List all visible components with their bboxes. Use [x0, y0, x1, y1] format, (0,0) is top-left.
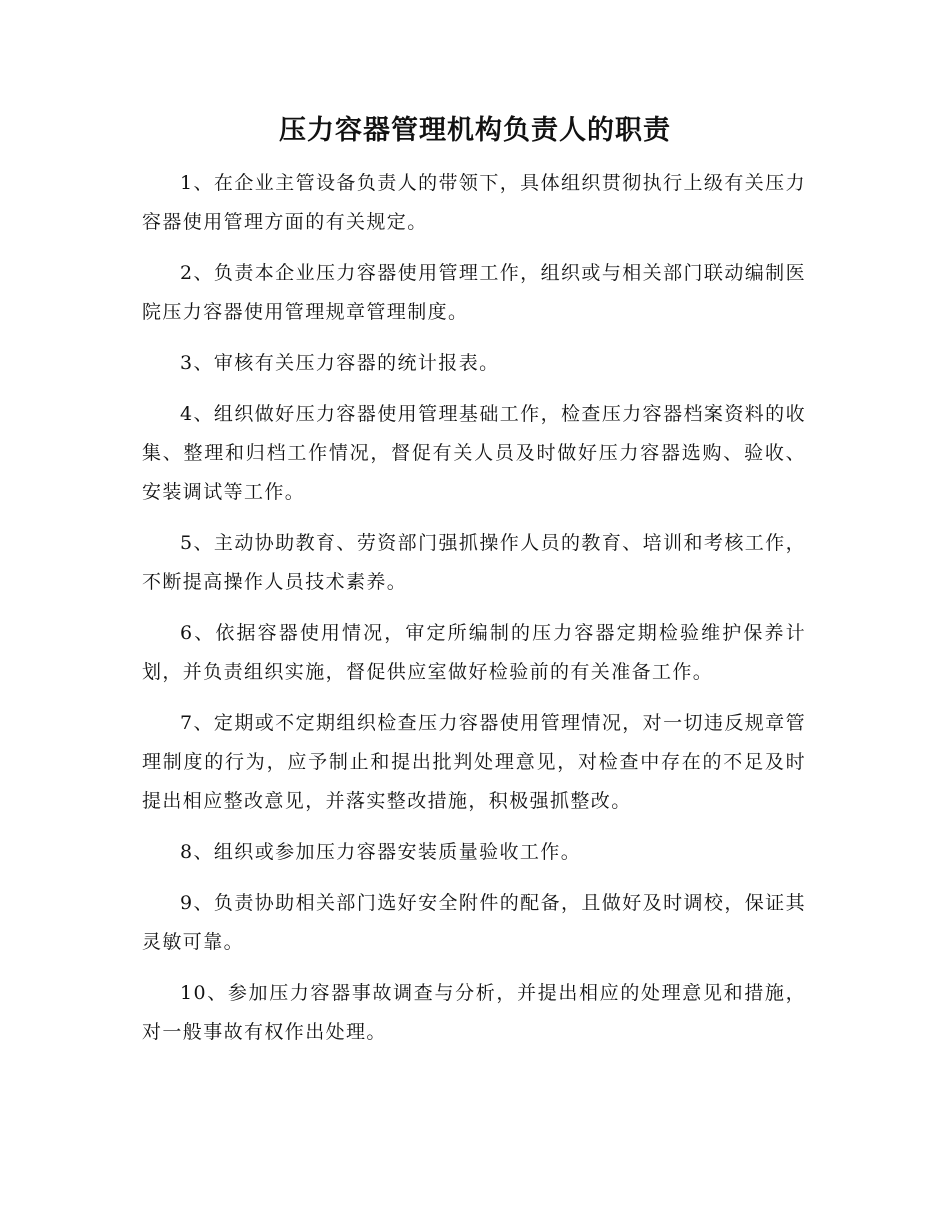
- duty-item-8: 8、组织或参加压力容器安装质量验收工作。: [180, 841, 582, 863]
- duty-item-2: 2、负责本企业压力容器使用管理工作，组织或与相关部门联动编制医院压力容器使用管理规章管理制度。: [142, 262, 806, 323]
- duty-item-4: 4、组织做好压力容器使用管理基础工作，检查压力容器档案资料的收集、整理和归档工作情况，督促有关人员及时做好压力容器选购、验收、安装调试等工作。: [142, 403, 806, 503]
- duty-item-6: 6、依据容器使用情况，审定所编制的压力容器定期检验维护保养计划，并负责组织实施，督促供应室做好检验前的有关准备工作。: [142, 622, 806, 683]
- duty-item-3: 3、审核有关压力容器的统计报表。: [180, 352, 500, 374]
- duty-item-5: 5、主动协助教育、劳资部门强抓操作人员的教育、培训和考核工作，不断提高操作人员技术素养。: [142, 532, 806, 593]
- document-body: [142, 164, 806, 1064]
- document-title: 压力容器管理机构负责人的职责: [279, 115, 671, 146]
- duty-item-9: 9、负责协助相关部门选好安全附件的配备，且做好及时调校，保证其灵敏可靠。: [142, 892, 806, 953]
- duty-item-10: 10、参加压力容器事故调查与分析，并提出相应的处理意见和措施，对一般事故有权作出处理。: [142, 982, 806, 1043]
- duty-item-1: 1、在企业主管设备负责人的带领下，具体组织贯彻执行上级有关压力容器使用管理方面的有关规定。: [142, 172, 806, 233]
- duty-item-7: 7、定期或不定期组织检查压力容器使用管理情况，对一切违反规章管理制度的行为，应予制止和提出批判处理意见，对检查中存在的不足及时提出相应整改意见，并落实整改措施，积极强抓整改。: [142, 712, 806, 812]
